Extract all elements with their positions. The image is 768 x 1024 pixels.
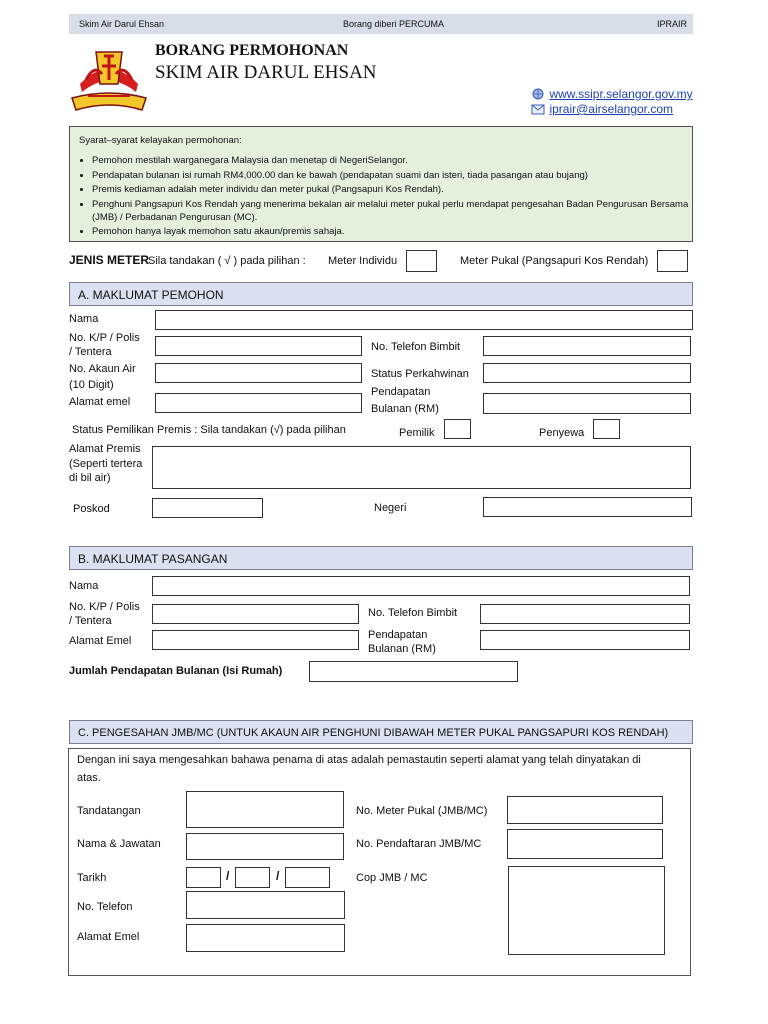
eligibility-item: • Pemohon mestilah warganegara Malaysia dan menetap di NegeriSelangor. xyxy=(92,154,692,167)
bulk-meter-number-field[interactable] xyxy=(507,796,663,824)
spouse-name-field[interactable] xyxy=(152,576,690,596)
applicant-phone-field[interactable] xyxy=(483,336,691,356)
header-code: IPRAIR xyxy=(656,19,687,29)
meter-bulk-label: Meter Pukal (Pangsapuri Kos Rendah) xyxy=(460,255,649,267)
owner-label: Pemilik xyxy=(399,427,435,439)
tenant-checkbox[interactable] xyxy=(593,419,620,439)
applicant-income-field[interactable] xyxy=(483,393,691,414)
form-title-line1: BORANG PERMOHONAN xyxy=(155,42,349,59)
spouse-email-label: Alamat Emel xyxy=(69,635,132,647)
jmb-registration-label: No. Pendaftaran JMB/MC xyxy=(356,838,482,850)
spouse-income-field[interactable] xyxy=(480,630,690,650)
applicant-ic-label-1: No. K/P / Polis xyxy=(69,332,140,344)
email-link[interactable]: iprair@airselangor.com xyxy=(549,102,674,116)
applicant-name-label: Nama xyxy=(69,313,99,325)
premise-address-field[interactable] xyxy=(152,446,691,489)
spouse-ic-field[interactable] xyxy=(152,604,359,624)
premise-address-label-1: Alamat Premis xyxy=(69,443,141,455)
marital-status-label: Status Perkahwinan xyxy=(371,368,469,380)
declaration-line-1: Dengan ini saya mengesahkan bahawa penama di atas adalah pemastautin seperti alamat yang telah dinyatakan di xyxy=(77,754,641,766)
section-c-header xyxy=(69,720,693,744)
envelope-icon xyxy=(531,103,545,115)
spouse-ic-label-1: No. K/P / Polis xyxy=(69,601,140,613)
name-position-label: Nama & Jawatan xyxy=(77,838,161,850)
form-title-line2: SKIM AIR DARUL EHSAN xyxy=(155,62,377,83)
spouse-name-label: Nama xyxy=(69,580,99,592)
applicant-income-label-2: Bulanan (RM) xyxy=(371,403,439,415)
household-income-label: Jumlah Pendapatan Bulanan (Isi Rumah) xyxy=(69,665,283,677)
household-income-field[interactable] xyxy=(309,661,518,682)
applicant-name-field[interactable] xyxy=(155,310,693,330)
section-b-header xyxy=(69,546,693,570)
applicant-ic-field[interactable] xyxy=(155,336,362,356)
globe-icon xyxy=(531,88,545,100)
owner-checkbox[interactable] xyxy=(444,419,471,439)
marital-status-field[interactable] xyxy=(483,363,691,383)
eligibility-item: • Penghuni Pangsapuri Kos Rendah yang menerima bekalan air melalui meter pukal perlu mendapat pengesahan Badan Pengurusan Bersama (JMB) / Perbadanan Pengurusan (MC). xyxy=(92,198,692,224)
website-link[interactable]: www.ssipr.selangor.gov.my xyxy=(549,87,693,101)
email-contact xyxy=(531,100,673,118)
spouse-phone-field[interactable] xyxy=(480,604,690,624)
state-field[interactable] xyxy=(483,497,692,517)
date-label: Tarikh xyxy=(77,872,107,884)
meter-bulk-checkbox[interactable] xyxy=(657,250,688,272)
meter-type-instruction: Sila tandakan ( √ ) pada pilihan : xyxy=(148,255,306,267)
header-bar xyxy=(69,14,693,34)
eligibility-box xyxy=(69,126,693,242)
applicant-email-label: Alamat emel xyxy=(69,396,131,408)
water-account-field[interactable] xyxy=(155,363,362,383)
stamp-label: Cop JMB / MC xyxy=(356,872,428,884)
spouse-income-label-2: Bulanan (RM) xyxy=(368,643,436,655)
postcode-field[interactable] xyxy=(152,498,263,518)
meter-individual-label: Meter Individu xyxy=(328,255,398,267)
name-position-field[interactable] xyxy=(186,833,344,860)
email-label: Alamat Emel xyxy=(77,931,140,943)
applicant-email-field[interactable] xyxy=(155,393,362,413)
jmb-registration-field[interactable] xyxy=(507,829,663,859)
spouse-ic-label-2: / Tentera xyxy=(69,615,112,627)
applicant-ic-label-2: / Tentera xyxy=(69,346,112,358)
eligibility-item: • Pendapatan bulanan isi rumah RM4,000.00 dan ke bawah (pendapatan suami dan isteri, tiada pasangan atau bujang) xyxy=(92,169,692,182)
email-field[interactable] xyxy=(186,924,345,952)
date-separator: / xyxy=(226,869,230,883)
applicant-income-label-1: Pendapatan xyxy=(371,386,431,398)
section-b-title: B. MAKLUMAT PASANGAN xyxy=(78,552,228,566)
header-scheme-name: Skim Air Darul Ehsan xyxy=(79,19,165,29)
eligibility-list xyxy=(74,154,692,240)
ownership-status-label: Status Pemilikan Premis : Sila tandakan (√) pada pilihan xyxy=(72,424,346,436)
section-a-title: A. MAKLUMAT PEMOHON xyxy=(78,288,224,302)
spouse-email-field[interactable] xyxy=(152,630,359,650)
spouse-phone-label: No. Telefon Bimbit xyxy=(368,607,458,619)
state-label: Negeri xyxy=(374,502,407,514)
bulk-meter-number-label: No. Meter Pukal (JMB/MC) xyxy=(356,805,488,817)
tenant-label: Penyewa xyxy=(539,427,585,439)
water-account-label-2: (10 Digit) xyxy=(69,379,114,391)
spouse-income-label-1: Pendapatan xyxy=(368,629,428,641)
header-free-form-note: Borang diberi PERCUMA xyxy=(343,19,445,29)
premise-address-label-2: (Seperti tertera xyxy=(69,458,143,470)
date-day-field[interactable] xyxy=(186,867,221,888)
premise-address-label-3: di bil air) xyxy=(69,472,111,484)
selangor-crest-logo xyxy=(66,44,152,114)
eligibility-item: • Pemohon hanya layak memohon satu akaun/premis sahaja. xyxy=(92,225,692,238)
declaration-line-2: atas. xyxy=(77,772,101,784)
meter-type-label: JENIS METER xyxy=(69,253,150,267)
signature-label: Tandatangan xyxy=(77,805,141,817)
water-account-label-1: No. Akaun Air xyxy=(69,363,136,375)
section-a-header xyxy=(69,282,693,306)
phone-field[interactable] xyxy=(186,891,345,919)
eligibility-heading: Syarat–syarat kelayakan permohonan: xyxy=(79,135,242,146)
stamp-field[interactable] xyxy=(508,866,665,955)
signature-field[interactable] xyxy=(186,791,344,828)
date-month-field[interactable] xyxy=(235,867,270,888)
phone-label: No. Telefon xyxy=(77,901,133,913)
eligibility-item: • Premis kediaman adalah meter individu dan meter pukal (Pangsapuri Kos Rendah). xyxy=(92,183,692,196)
section-c-title: C. PENGESAHAN JMB/MC (UNTUK AKAUN AIR PENGHUNI DIBAWAH METER PUKAL PANGSAPURI KOS RENDAH) xyxy=(78,727,669,739)
applicant-phone-label: No. Telefon Bimbit xyxy=(371,341,461,353)
meter-individual-checkbox[interactable] xyxy=(406,250,437,272)
date-separator: / xyxy=(276,869,280,883)
postcode-label: Poskod xyxy=(73,503,110,515)
date-year-field[interactable] xyxy=(285,867,330,888)
